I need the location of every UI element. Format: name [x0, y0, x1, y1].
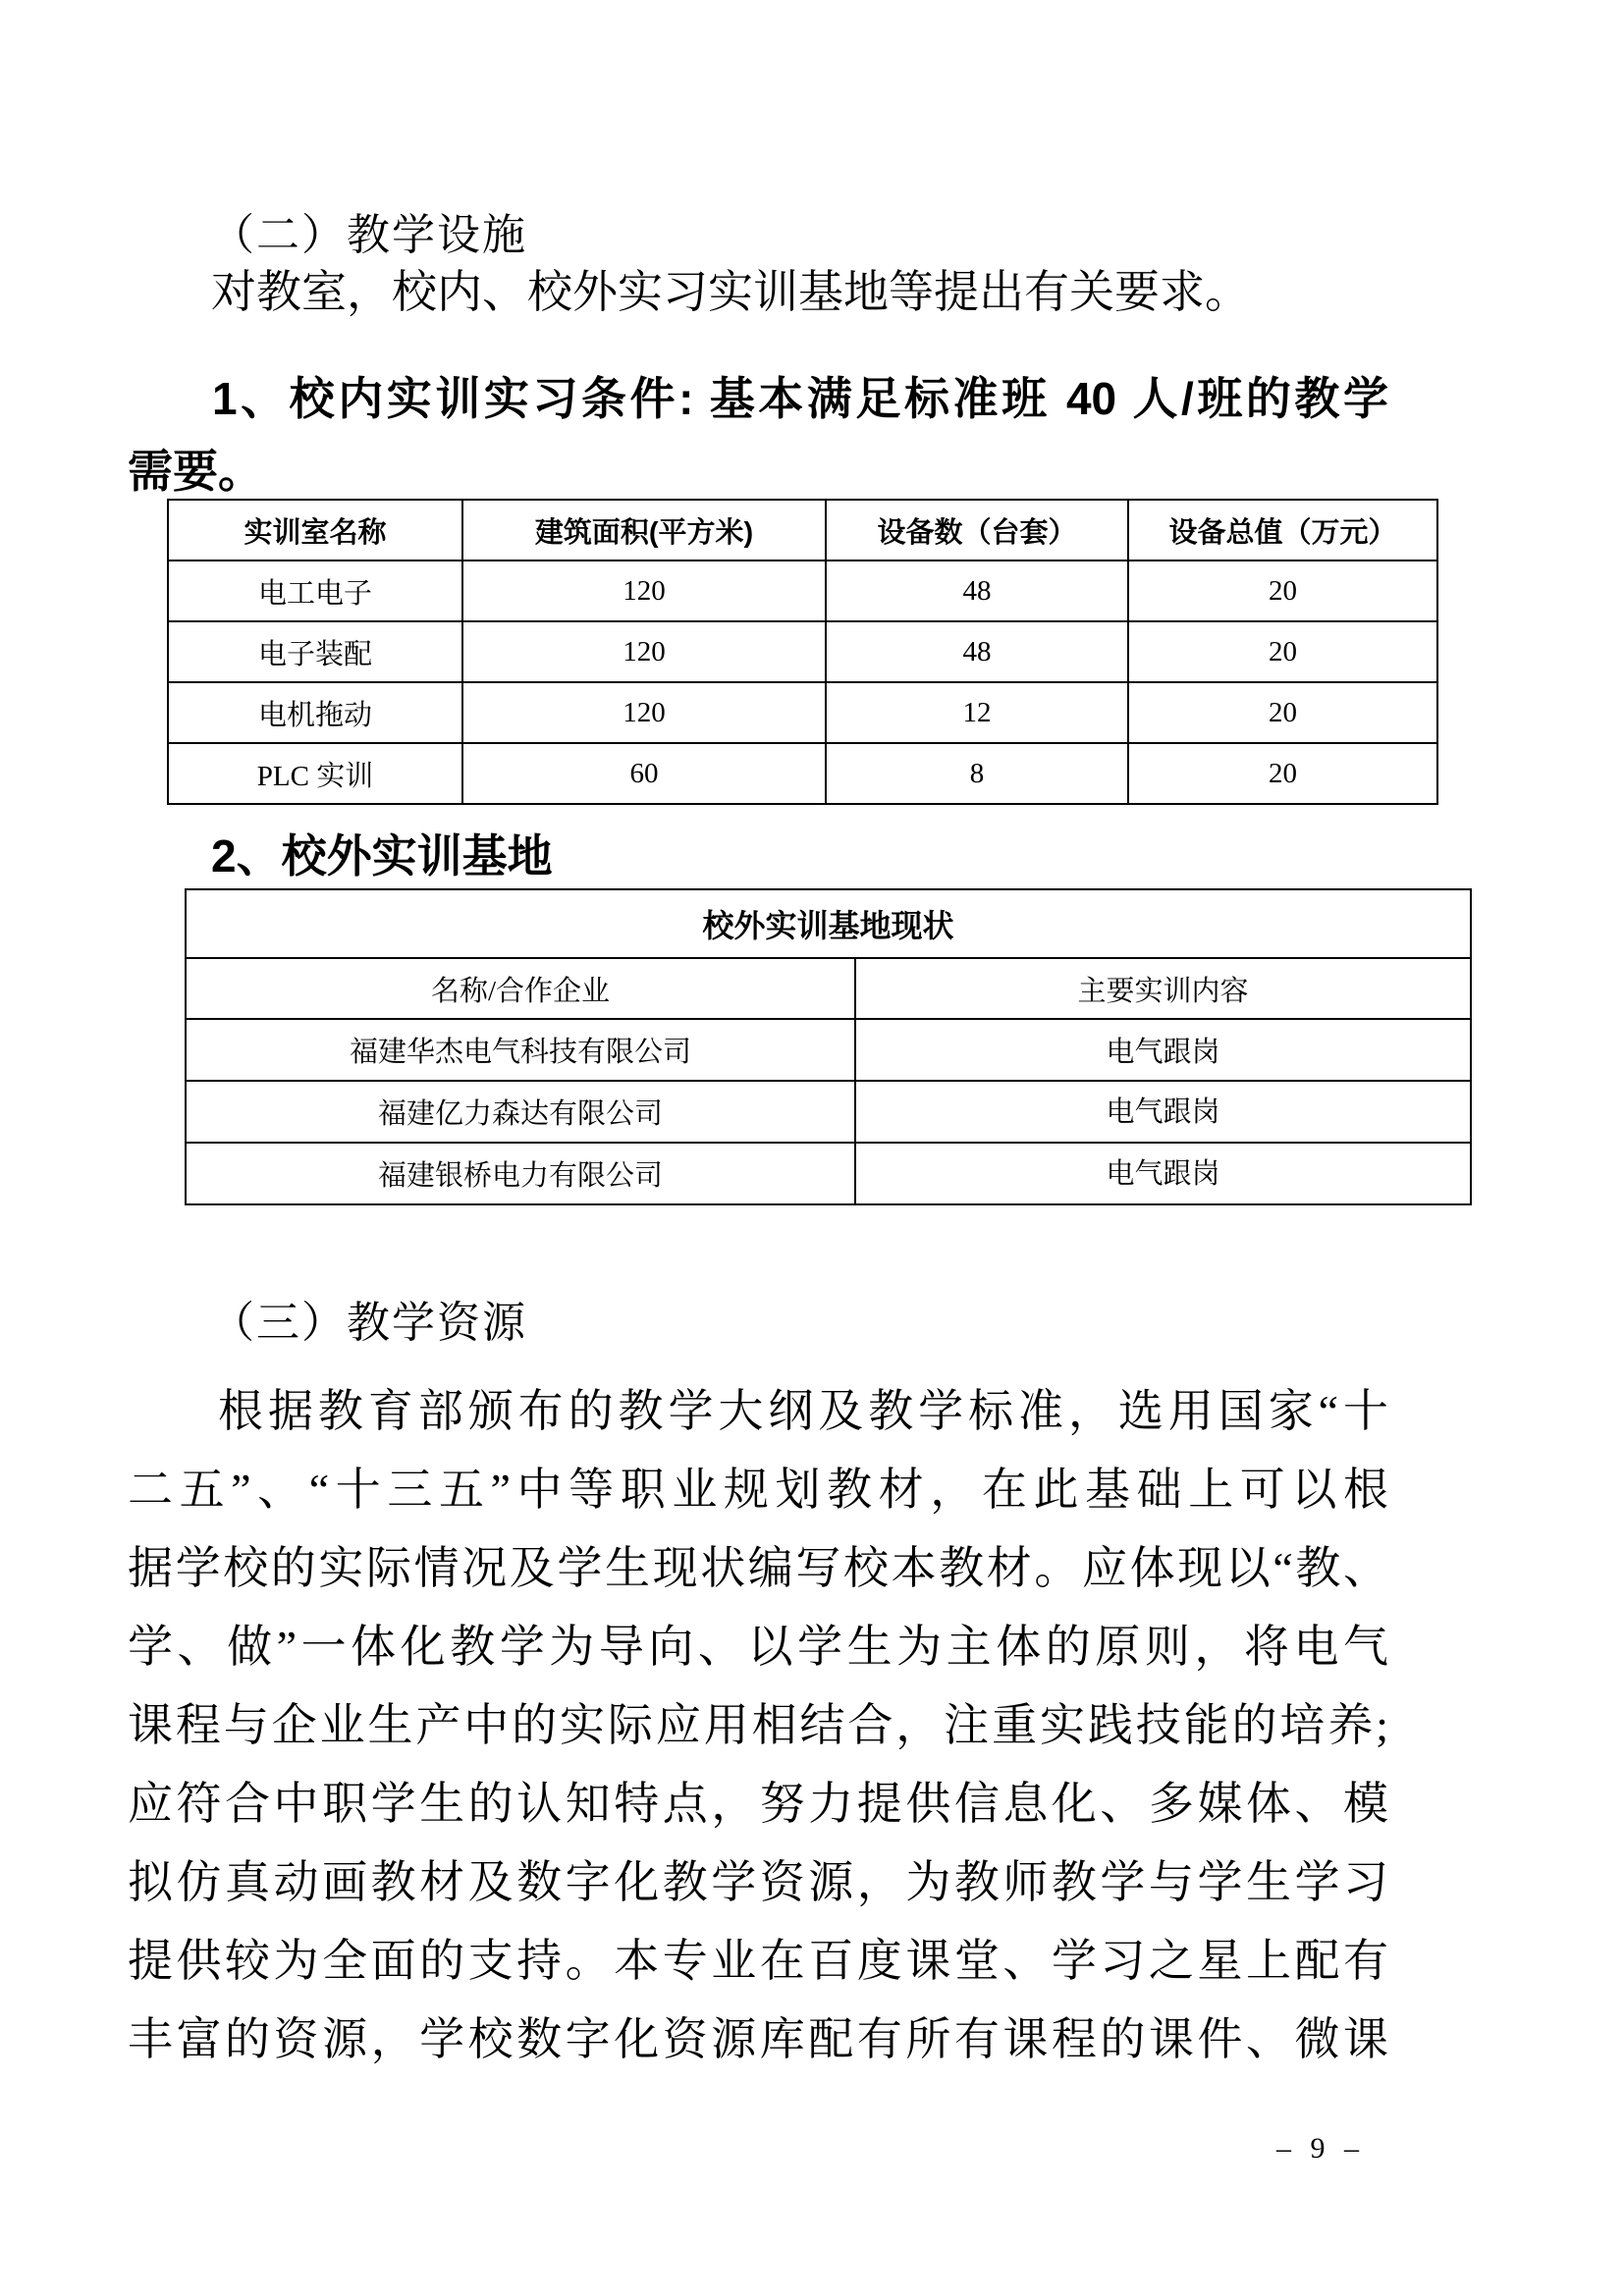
- paragraph-line: 提供较为全面的支持。本专业在百度课堂、学习之星上配有: [128, 1936, 1388, 1986]
- section-heading-teaching-resources: （三）教学资源: [211, 1299, 527, 1347]
- table-row: [168, 682, 1437, 743]
- area-cell: 120: [462, 561, 826, 621]
- teaching-resources-paragraph: [128, 1372, 1388, 2079]
- paragraph-line: 课程与企业生产中的实际应用相结合，注重实践技能的培养;: [128, 1700, 1388, 1750]
- area-cell: 120: [462, 682, 826, 743]
- training-content-cell: 电气跟岗: [855, 1143, 1471, 1204]
- subheading-campus-training-line1: 1、校内实训实习条件: 基本满足标准班 40 人/班的教学: [212, 373, 1388, 424]
- company-name-cell: 福建银桥电力有限公司: [186, 1143, 855, 1204]
- table-row: [186, 1081, 1471, 1143]
- table-title: 校外实训基地现状: [186, 889, 1471, 958]
- page-number: – 9 –: [1276, 2132, 1365, 2164]
- column-header: 主要实训内容: [855, 958, 1471, 1019]
- column-header: 设备总值（万元）: [1128, 500, 1437, 561]
- paragraph-line: 二五”、“十三五”中等职业规划教材，在此基础上可以根: [128, 1465, 1388, 1515]
- facilities-intro-text: 对教室，校内、校外实习实训基地等提出有关要求。: [211, 267, 1250, 317]
- room-name-cell: PLC 实训: [168, 743, 462, 804]
- table-row: [186, 1143, 1471, 1204]
- table-row: [168, 743, 1437, 804]
- column-header: 实训室名称: [168, 500, 462, 561]
- area-cell: 60: [462, 743, 826, 804]
- table-row: [168, 621, 1437, 682]
- table-row: [186, 1019, 1471, 1081]
- table-header-row: [168, 500, 1437, 561]
- training-content-cell: 电气跟岗: [855, 1019, 1471, 1081]
- company-name-cell: 福建亿力森达有限公司: [186, 1081, 855, 1143]
- equipment-value-cell: 20: [1128, 621, 1437, 682]
- equipment-value-cell: 20: [1128, 682, 1437, 743]
- room-name-cell: 电工电子: [168, 561, 462, 621]
- training-content-cell: 电气跟岗: [855, 1081, 1471, 1143]
- equipment-count-cell: 48: [826, 561, 1128, 621]
- equipment-count-cell: 8: [826, 743, 1128, 804]
- equipment-count-cell: 48: [826, 621, 1128, 682]
- equipment-value-cell: 20: [1128, 561, 1437, 621]
- table-row: [168, 561, 1437, 621]
- column-header: 名称/合作企业: [186, 958, 855, 1019]
- paragraph-line: 应符合中职学生的认知特点，努力提供信息化、多媒体、模: [128, 1779, 1388, 1829]
- area-cell: 120: [462, 621, 826, 682]
- room-name-cell: 电机拖动: [168, 682, 462, 743]
- column-header: 设备数（台套）: [826, 500, 1128, 561]
- room-name-cell: 电子装配: [168, 621, 462, 682]
- subheading-offcampus-bases: 2、校外实训基地: [211, 830, 553, 881]
- equipment-count-cell: 12: [826, 682, 1128, 743]
- company-name-cell: 福建华杰电气科技有限公司: [186, 1019, 855, 1081]
- section-heading-teaching-facilities: （二）教学设施: [211, 211, 527, 259]
- paragraph-line: 拟仿真动画教材及数字化教学资源，为教师教学与学生学习: [128, 1857, 1388, 1907]
- offcampus-bases-table: [185, 888, 1472, 1205]
- table-header-row: [186, 958, 1471, 1019]
- subheading-campus-training-line2: 需要。: [128, 446, 263, 497]
- paragraph-line: 丰富的资源，学校数字化资源库配有所有课程的课件、微课: [128, 2014, 1388, 2064]
- paragraph-line: 学、做”一体化教学为导向、以学生为主体的原则，将电气: [128, 1622, 1388, 1672]
- campus-training-rooms-table: [167, 499, 1438, 805]
- table-title-row: [186, 889, 1471, 958]
- equipment-value-cell: 20: [1128, 743, 1437, 804]
- paragraph-line: 据学校的实际情况及学生现状编写校本教材。应体现以“教、: [128, 1543, 1388, 1593]
- paragraph-line: 根据教育部颁布的教学大纲及教学标准，选用国家“十: [218, 1386, 1388, 1436]
- column-header: 建筑面积(平方米): [462, 500, 826, 561]
